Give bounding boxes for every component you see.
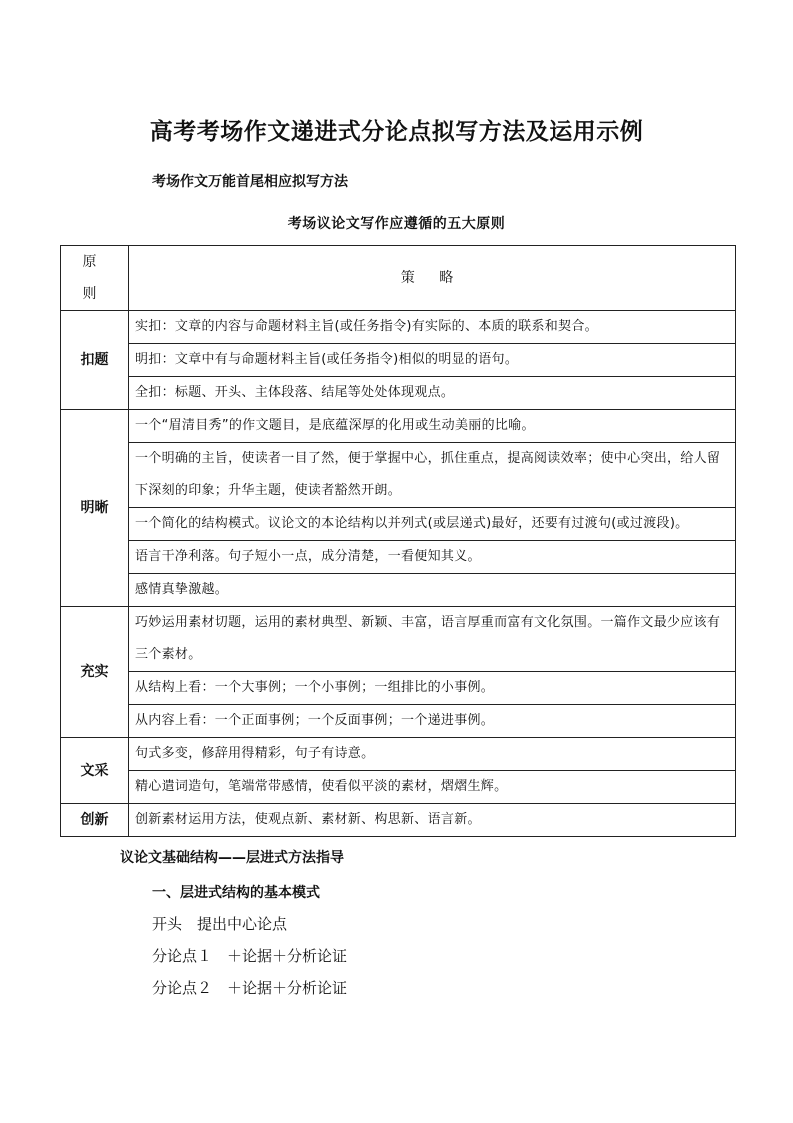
structure-line: 分论点２ ＋论据＋分析论证 [152,979,348,997]
strategy-cell: 感情真挚激越。 [129,574,736,607]
table-header-row [61,246,736,311]
principle-cell: 文采 [61,738,129,804]
table-caption: 考场议论文写作应遵循的五大原则 [287,216,506,232]
strategy-cell: 句式多变，修辞用得精彩，句子有诗意。 [129,738,736,771]
table-row [61,672,736,705]
table-row [61,574,736,607]
strategy-cell: 巧妙运用素材切题，运用的素材典型、新颖、丰富，语言厚重而富有文化氛围。一篇作文最少应该有三个素材。 [129,607,736,672]
principle-cell: 创新 [61,804,129,837]
principle-cell: 扣题 [61,311,129,410]
table-row [61,738,736,771]
table-row [61,443,736,508]
strategy-cell: 从内容上看：一个正面事例；一个反面事例；一个递进事例。 [129,705,736,738]
table-row [61,344,736,377]
table-row [61,410,736,443]
strategy-cell: 全扣：标题、开头、主体段落、结尾等处处体现观点。 [129,377,736,410]
principles-table [60,245,736,837]
table-row [61,607,736,672]
header-principle: 原 则 [61,246,129,311]
section-heading: 议论文基础结构——层进式方法指导 [120,850,344,866]
structure-line: 开头 提出中心论点 [152,915,288,933]
strategy-cell: 实扣：文章的内容与命题材料主旨(或任务指令)有实际的、本质的联系和契合。 [129,311,736,344]
table-row [61,771,736,804]
strategy-cell: 创新素材运用方法，使观点新、素材新、构思新、语言新。 [129,804,736,837]
strategy-cell: 语言干净利落。句子短小一点，成分清楚，一看便知其义。 [129,541,736,574]
document-subtitle: 考场作文万能首尾相应拟写方法 [152,174,348,190]
structure-line: 分论点１ ＋论据＋分析论证 [152,947,348,965]
document-title: 高考考场作文递进式分论点拟写方法及运用示例 [149,119,644,145]
table-row [61,804,736,837]
table-row [61,377,736,410]
strategy-cell: 一个明确的主旨，使读者一目了然，便于掌握中心，抓住重点，提高阅读效率；使中心突出，给人留下深刻的印象；升华主题，使读者豁然开朗。 [129,443,736,508]
strategy-cell: 一个“眉清目秀”的作文题目，是底蕴深厚的化用或生动美丽的比喻。 [129,410,736,443]
strategy-cell: 从结构上看：一个大事例；一个小事例；一组排比的小事例。 [129,672,736,705]
strategy-cell: 精心遣词造句，笔端常带感情，使看似平淡的素材，熠熠生辉。 [129,771,736,804]
section-subheading: 一、层进式结构的基本模式 [152,885,320,901]
principle-cell: 充实 [61,607,129,738]
table-row [61,541,736,574]
principle-cell: 明晰 [61,410,129,607]
strategy-cell: 明扣：文章中有与命题材料主旨(或任务指令)相似的明显的语句。 [129,344,736,377]
table-row [61,705,736,738]
table-row [61,311,736,344]
header-strategy: 策 略 [129,246,736,311]
strategy-cell: 一个简化的结构模式。议论文的本论结构以并列式(或层递式)最好，还要有过渡句(或过渡段)。 [129,508,736,541]
table-row [61,508,736,541]
